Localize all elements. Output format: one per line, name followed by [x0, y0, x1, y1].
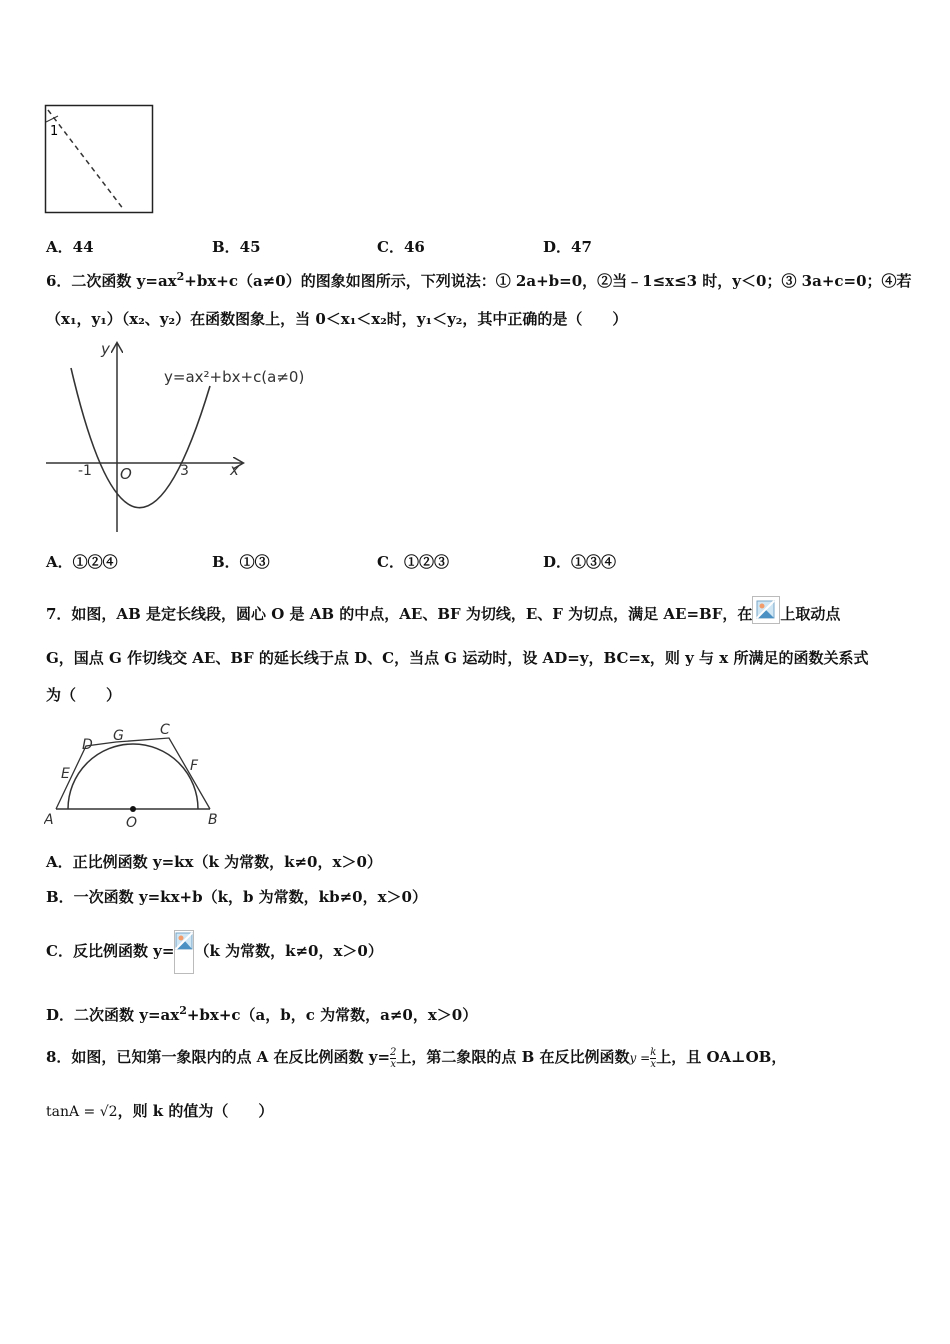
q7-option-d[interactable]: [46, 1004, 477, 1025]
q5-angle-label: 1: [50, 124, 59, 139]
q8-line-1: [46, 1046, 786, 1070]
q7-optc-b: （k 为常数，k≠0，x＞0）: [194, 942, 383, 960]
q7-label-g: G: [113, 728, 124, 744]
q7-option-a[interactable]: A．正比例函数 y=kx（k 为常数，k≠0，x＞0）: [46, 853, 382, 871]
q7-center-dot: [130, 806, 136, 812]
q5-figure: [44, 104, 156, 216]
q7-label-e: E: [61, 766, 70, 782]
q7-optd-sup: 2: [179, 1004, 187, 1017]
q6-three-label: 3: [180, 463, 189, 479]
q6-parabola: [71, 368, 210, 508]
q7-line1-b: 上取动点: [780, 605, 841, 623]
q5-square: [46, 106, 153, 213]
q6-y-label: y: [101, 340, 110, 358]
q6-graph: [44, 338, 304, 536]
q7-option-b[interactable]: B．一次函数 y=kx+b（k，b 为常数，kb≠0，x＞0）: [46, 888, 427, 906]
q6-x-label: x: [230, 461, 239, 479]
q7-line-2: G，国点 G 作切线交 AE、BF 的延长线于点 D、C，当点 G 运动时，设 AD=y，BC=x，则 y 与 x 所满足的函数关系式: [46, 649, 869, 667]
q7-label-c: C: [160, 722, 170, 738]
broken-image-icon: [752, 596, 780, 624]
broken-image-icon: [174, 930, 194, 974]
q8-line1-a: 8．如图，已知第一象限内的点 A 在反比例函数 y=: [46, 1048, 391, 1066]
q7-option-c[interactable]: [46, 930, 383, 974]
q8-function2-y: y =: [629, 1051, 651, 1065]
q7-label-d: D: [82, 737, 93, 753]
q8-line2-b: ，则 k 的值为（ ）: [117, 1102, 274, 1120]
q8-line1-c: 上，且 OA⊥OB，: [656, 1048, 787, 1066]
q7-label-a: A: [44, 812, 54, 828]
q6-option-b[interactable]: B．①③: [212, 553, 270, 571]
q6-option-d[interactable]: D．①③④: [543, 553, 617, 571]
q5-option-d[interactable]: D．47: [543, 238, 592, 256]
q8-fraction-1: $\frac{2}{x}$: [390, 1046, 397, 1070]
q6-neg-one-label: -1: [78, 463, 92, 479]
q7-optd-b: +bx+c（a，b，c 为常数，a≠0，x＞0）: [186, 1006, 478, 1024]
q6-option-a[interactable]: A．①②④: [46, 553, 118, 571]
q6-line1-sup: 2: [176, 270, 185, 283]
q6-origin-label: O: [120, 465, 132, 483]
q7-optd-a: D．二次函数 y=ax: [46, 1006, 180, 1024]
q5-option-c[interactable]: C．46: [377, 238, 425, 256]
q6-line-1: [46, 270, 912, 291]
q8-line-2: [46, 1100, 273, 1121]
q7-line-1: [46, 596, 840, 624]
q8-fraction-2: $\frac{k}{x}$: [650, 1046, 657, 1070]
q8-tan-expression: tanA = √2: [46, 1104, 118, 1120]
q8-line1-b: 上，第二象限的点 B 在反比例函数: [396, 1048, 630, 1066]
q6-line-2: （x₁，y₁）（x₂、y₂）在函数图象上，当 0＜x₁＜x₂时，y₁＜y₂，其中正确的是（ ）: [46, 310, 628, 328]
q5-dashed-line: [48, 110, 124, 210]
q5-option-b[interactable]: B．45: [212, 238, 261, 256]
q7-line-3: 为（ ）: [46, 686, 122, 704]
q6-option-c[interactable]: C．①②③: [377, 553, 449, 571]
q6-line1-b: +bx+c（a≠0）的图象如图所示，下列说法：① 2a+b=0，②当﹣1≤x≤3 时，y＜0；③ 3a+c=0；④若: [184, 272, 912, 290]
q5-option-a[interactable]: A．44: [46, 238, 94, 256]
q7-line1-a: 7．如图，AB 是定长线段，圆心 O 是 AB 的中点，AE、BF 为切线，E、F 为切点，满足 AE=BF，在: [46, 605, 753, 623]
q7-optc-a: C．反比例函数 y=: [46, 942, 175, 960]
q6-function-label: y=ax²+bx+c(a≠0): [164, 368, 304, 386]
q7-label-f: F: [190, 758, 199, 774]
q7-label-b: B: [208, 812, 218, 828]
q7-figure: [44, 720, 222, 832]
q7-label-o: O: [126, 815, 138, 831]
q6-line1-a: 6．二次函数 y=ax: [46, 272, 177, 290]
